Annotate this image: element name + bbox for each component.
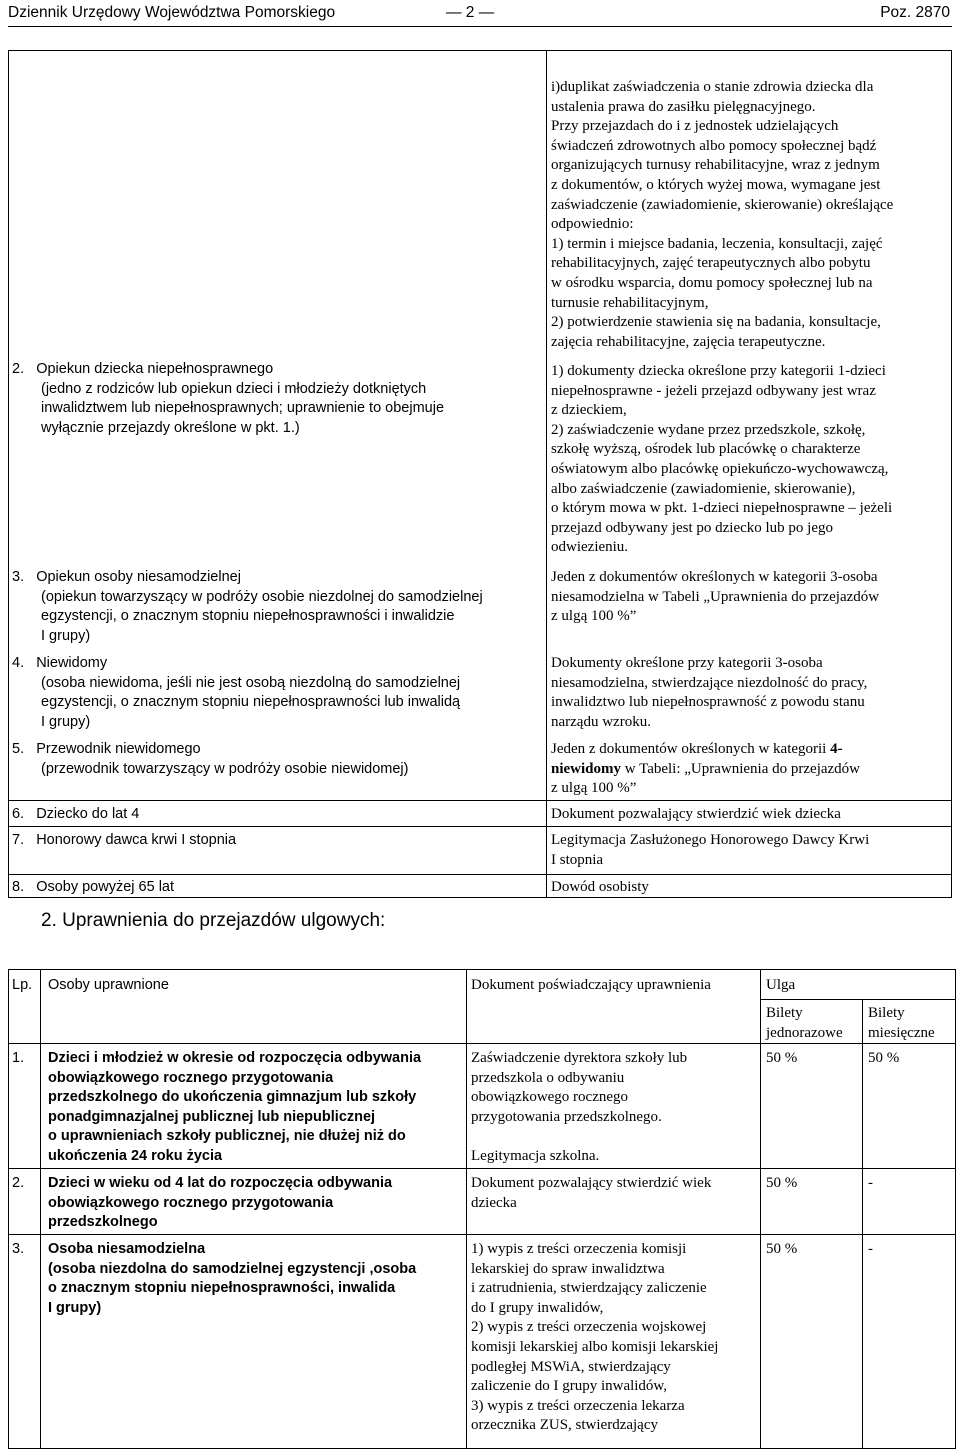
- doc-line: I stopnia: [551, 851, 604, 868]
- category-desc-line: (osoba niewidoma, jeśli nie jest osobą niezdolną do samodzielnej: [41, 674, 461, 691]
- cell-line: obowiązkowego rocznego przygotowania: [48, 1069, 334, 1086]
- category-5: [12, 740, 540, 779]
- doc-line: oświatowym albo placówkę opiekuńczo-wychowawczą,: [551, 460, 889, 477]
- cell-line: ponadgimnazjalnej publicznej lub niepublicznej: [48, 1108, 376, 1125]
- header-single: [766, 1004, 843, 1043]
- header-persons: Osoby uprawnione: [48, 977, 169, 993]
- category-8-document: [551, 878, 949, 898]
- doc-line: albo zaświadczenie (zawiadomienie, skierowanie),: [551, 480, 856, 497]
- doc-line: 2) zaświadczenie wydane przez przedszkole, szkołę,: [551, 421, 866, 438]
- category-number: 3.: [12, 569, 25, 585]
- row-1-persons: [48, 1049, 462, 1167]
- column-divider: [40, 969, 41, 1449]
- row-divider: [8, 800, 952, 801]
- category-4-document: [551, 654, 949, 732]
- column-divider: [466, 969, 467, 1449]
- journal-title: Dziennik Urzędowy Województwa Pomorskiego: [8, 4, 336, 21]
- cell-line: do I grupy inwalidów,: [471, 1299, 604, 1316]
- text-line: i)duplikat zaświadczenia o stanie zdrowia dziecka dla: [551, 79, 874, 95]
- text-line: zajęcia rehabilitacyjne, zajęcia terapeutyczne.: [551, 333, 826, 350]
- doc-line: niesamodzielna, stwierdzające niezdolność do pracy,: [551, 674, 868, 691]
- category-title: Przewodnik niewidomego: [36, 741, 201, 757]
- category-2-document: [551, 362, 949, 558]
- category-desc-line: (jedno z rodziców lub opiekun dzieci i młodzieży dotkniętych: [41, 380, 427, 397]
- doc-line: narządu wzroku.: [551, 713, 651, 730]
- column-divider: [546, 50, 547, 898]
- row-divider: [8, 1168, 956, 1169]
- cell-line: I grupy): [48, 1299, 102, 1316]
- cell-line: przygotowania przedszkolnego.: [471, 1108, 662, 1125]
- text-line: organizujących turnusy rehabilitacyjne, wraz z jednym: [551, 157, 880, 174]
- category-desc-line: egzystencji, o znacznym stopniu niepełnosprawności lub inwalidą: [41, 694, 461, 711]
- cell-line: przedszkolnego do ukończenia gimnazjum lub szkoły: [48, 1089, 417, 1106]
- page-header: [8, 0, 952, 27]
- category-number: 8.: [12, 879, 25, 895]
- cell-line: 2) wypis z treści orzeczenia wojskowej: [471, 1319, 707, 1336]
- category-desc-line: (opiekun towarzyszący w podróży osobie niezdolnej do samodzielnej: [41, 588, 483, 605]
- text-line: 1) termin i miejsce badania, leczenia, konsultacji, zajęć: [551, 235, 883, 252]
- text-line: odpowiednio:: [551, 216, 634, 233]
- cell-spacer: [471, 1127, 756, 1147]
- cell-line: 1) wypis z treści orzeczenia komisji: [471, 1241, 687, 1257]
- text-line: świadczeń zdrowotnych albo pomocy społecznej bądź: [551, 137, 877, 154]
- category-number: 7.: [12, 832, 25, 848]
- category-2: [12, 360, 540, 438]
- row-2-document: [471, 1174, 756, 1213]
- cell-line: dziecka: [471, 1194, 517, 1211]
- row-divider: [760, 999, 956, 1000]
- text-line: z dokumentów, o których wyżej mowa, wymagane jest: [551, 176, 881, 193]
- cell-line: zaliczenie do I grupy inwalidów,: [471, 1378, 668, 1395]
- cell-line: obowiązkowego rocznego przygotowania: [48, 1194, 334, 1211]
- header-monthly: [868, 1004, 935, 1043]
- category-7: [12, 831, 540, 851]
- doc-line: Jeden z dokumentów określonych w kategorii 3-osoba: [551, 569, 878, 585]
- category-7-document: [551, 831, 949, 870]
- cell-line: (osoba niezdolna do samodzielnej egzystencji ,osoba: [48, 1260, 417, 1277]
- cell-line: 3) wypis z treści orzeczenia lekarza: [471, 1397, 685, 1414]
- cell-line: Dzieci w wieku od 4 lat do rozpoczęcia odbywania: [48, 1175, 393, 1191]
- cell-line: o uprawnieniach szkoły publicznej, nie dłużej niż do: [48, 1128, 406, 1145]
- doc-line: Dokument pozwalający stwierdzić wiek dziecka: [551, 806, 841, 822]
- category-6: [12, 805, 540, 825]
- cell-line: ukończenia 24 roku życia: [48, 1147, 223, 1164]
- header-line: miesięczne: [868, 1024, 935, 1041]
- section-2-title: 2. Uprawnienia do przejazdów ulgowych:: [41, 910, 386, 931]
- category-number: 5.: [12, 741, 25, 757]
- doc-line: 1) dokumenty dziecka określone przy kategorii 1-dzieci: [551, 363, 886, 379]
- category-desc-line: (przewodnik towarzyszący w podróży osobie niewidomej): [41, 760, 409, 777]
- header-lp: Lp.: [12, 977, 33, 993]
- row-2-persons: [48, 1174, 462, 1233]
- cell-line: obowiązkowego rocznego: [471, 1089, 629, 1106]
- cell-line: lekarskiej do spraw inwalidztwa: [471, 1260, 665, 1277]
- category-number: 2.: [12, 361, 25, 377]
- doc-line: o którym mowa w pkt. 1-dzieci niepełnosprawne – jeżeli: [551, 500, 893, 517]
- category-3-document: [551, 568, 949, 627]
- cell-line: Zaświadczenie dyrektora szkoły lub: [471, 1050, 688, 1066]
- doc-line: niepełnosprawne - jeżeli przejazd odbywany jest wraz: [551, 382, 876, 399]
- text-line: 2) potwierdzenie stawienia się na badania, konsultacje,: [551, 314, 881, 331]
- doc-line: inwalidztwo lub niepełnosprawność z powodu stanu: [551, 694, 865, 711]
- doc-text: Jeden z dokumentów określonych w kategorii: [551, 741, 831, 757]
- header-line: Bilety: [766, 1005, 803, 1021]
- row-2-single: 50 %: [766, 1175, 798, 1191]
- cell-line: przedszkola o odbywaniu: [471, 1069, 625, 1086]
- category-number: 6.: [12, 806, 25, 822]
- row-1-single: 50 %: [766, 1050, 798, 1066]
- doc-line: Dokumenty określone przy kategorii 3-osoba: [551, 655, 823, 671]
- cell-line: komisji lekarskiej albo komisji lekarskiej: [471, 1338, 719, 1355]
- column-divider: [862, 999, 863, 1449]
- category-desc-line: egzystencji, o znacznym stopniu niepełnosprawności i inwalidzie: [41, 608, 455, 625]
- category-title: Osoby powyżej 65 lat: [36, 879, 175, 895]
- category-title: Honorowy dawca krwi I stopnia: [36, 832, 237, 848]
- position-number: Poz. 2870: [880, 4, 950, 21]
- doc-line: niesamodzielna w Tabeli „Uprawnienia do przejazdów: [551, 588, 880, 605]
- category-desc-line: I grupy): [41, 713, 91, 730]
- header-line: jednorazowe: [766, 1024, 843, 1041]
- doc-line: odwiezieniu.: [551, 539, 629, 556]
- doc-text: w Tabeli: „Uprawnienia do przejazdów: [621, 760, 861, 777]
- header-document: Dokument poświadczający uprawnienia: [471, 977, 711, 993]
- text-line: Przy przejazdach do i z jednostek udzielających: [551, 118, 839, 135]
- doc-line: z dzieckiem,: [551, 402, 627, 419]
- doc-bold: 4-: [830, 741, 843, 757]
- text-line: turnusie rehabilitacyjnym,: [551, 294, 709, 311]
- cell-line: przedszkolnego: [48, 1214, 158, 1231]
- doc-line: Dowód osobisty: [551, 879, 649, 895]
- category-3: [12, 568, 540, 646]
- row-3-lp: 3.: [12, 1241, 25, 1257]
- doc-line: Legitymacja Zasłużonego Honorowego Dawcy Krwi: [551, 832, 870, 848]
- row-1-lp: 1.: [12, 1050, 25, 1066]
- cell-line: orzecznika ZUS, stwierdzający: [471, 1417, 658, 1434]
- category-6-document: [551, 805, 949, 825]
- cell-line: podległej MSWiA, stwierdzający: [471, 1358, 671, 1375]
- category-title: Dziecko do lat 4: [36, 806, 140, 822]
- category-title: Opiekun dziecka niepełnosprawnego: [36, 361, 274, 377]
- row-3-monthly: -: [868, 1241, 873, 1257]
- category-title: Niewidomy: [36, 655, 108, 671]
- row-2-monthly: -: [868, 1175, 873, 1191]
- row-1-document: [471, 1049, 756, 1167]
- cell-line: Dzieci i młodzież w okresie od rozpoczęcia odbywania: [48, 1050, 422, 1066]
- category-4: [12, 654, 540, 732]
- cell-line: Osoba niesamodzielna: [48, 1241, 206, 1257]
- header-discount: Ulga: [766, 977, 796, 993]
- doc-line: przejazd odbywany jest po dziecko lub po jego: [551, 519, 833, 536]
- doc-line: z ulgą 100 %”: [551, 608, 637, 625]
- row-3-persons: [48, 1240, 462, 1318]
- category-desc-line: inwalidztwem lub niepełnosprawnych; uprawnienie to obejmuje: [41, 400, 445, 417]
- category-desc-line: wyłącznie przejazdy określone w pkt. 1.): [41, 419, 300, 436]
- row-3-single: 50 %: [766, 1241, 798, 1257]
- cell-line: i zatrudnienia, stwierdzający zaliczenie: [471, 1280, 707, 1297]
- row-2-lp: 2.: [12, 1175, 25, 1191]
- text-line: rehabilitacyjnych, zajęć terapeutycznych albo pobytu: [551, 255, 871, 272]
- doc-line: z ulgą 100 %”: [551, 780, 637, 797]
- column-divider: [760, 969, 761, 1449]
- doc-bold: niewidomy: [551, 760, 622, 777]
- text-line: zaświadczenie (zawiadomienie, skierowanie) określające: [551, 196, 894, 213]
- category-desc-line: I grupy): [41, 627, 91, 644]
- category-title: Opiekun osoby niesamodzielnej: [36, 569, 241, 585]
- row-divider: [8, 1234, 956, 1235]
- row-divider: [8, 826, 952, 827]
- text-line: w ośrodku wsparcia, domu pomocy społecznej lub na: [551, 274, 873, 291]
- category-8: [12, 878, 540, 898]
- header-line: Bilety: [868, 1005, 905, 1021]
- category-number: 4.: [12, 655, 25, 671]
- doc-line: szkołę wyższą, ośrodek lub placówkę o charakterze: [551, 441, 861, 458]
- cell-line: Dokument pozwalający stwierdzić wiek: [471, 1175, 712, 1191]
- page-number: — 2 —: [446, 4, 495, 21]
- row-1-monthly: 50 %: [868, 1050, 900, 1066]
- row-3-document: [471, 1240, 756, 1436]
- cell-line: Legitymacja szkolna.: [471, 1147, 600, 1164]
- row-divider: [8, 874, 952, 875]
- right-top-text: [551, 78, 949, 352]
- text-line: ustalenia prawa do zasiłku pielęgnacyjnego.: [551, 98, 816, 115]
- category-5-document: [551, 740, 949, 799]
- cell-line: o znacznym stopniu niepełnosprawności, inwalida: [48, 1280, 396, 1297]
